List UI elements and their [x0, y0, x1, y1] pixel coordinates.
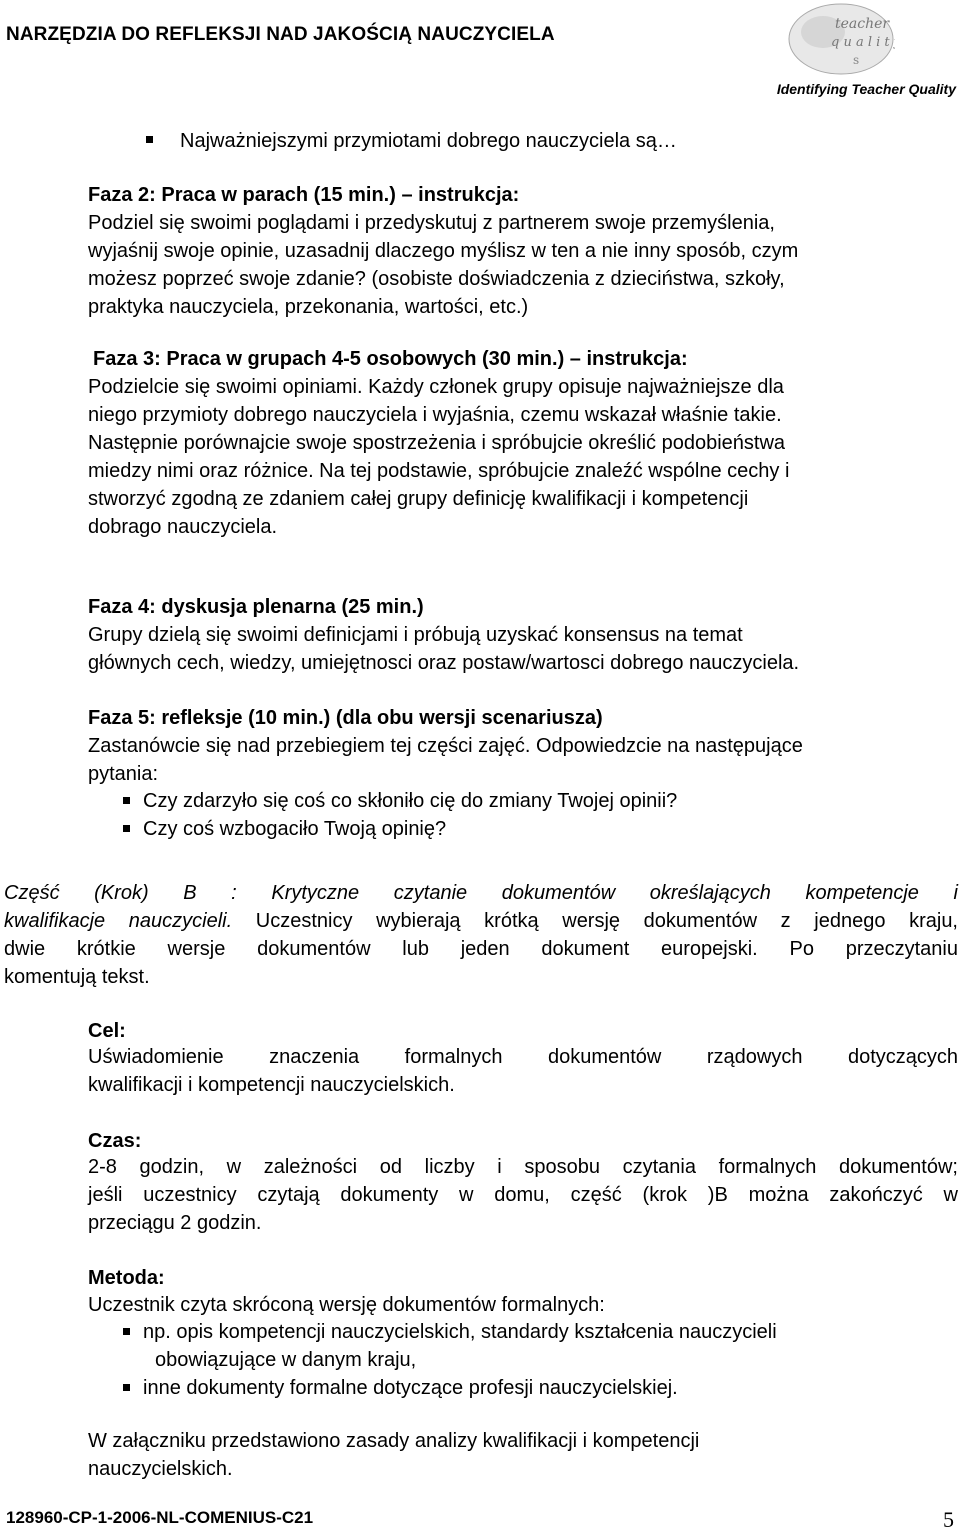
- document-header-title: NARZĘDZIA DO REFLEKSJI NAD JAKOŚCIĄ NAUCZYCIELA: [6, 24, 555, 45]
- czas-line: jeśli uczestnicy czytają dokumenty w domu, część (krok )B można zakończyć w: [88, 1184, 958, 1206]
- faza5-heading: Faza 5: refleksje (10 min.) (dla obu wersji scenariusza): [88, 707, 603, 729]
- faza4-line: Grupy dzielą się swoimi definicjami i próbują uzyskać konsensus na temat: [88, 624, 743, 646]
- faza5-bullet: Czy zdarzyło się coś co skłoniło cię do zmiany Twojej opinii?: [143, 790, 678, 812]
- square-bullet-icon: [123, 1384, 130, 1391]
- faza5-bullet: Czy coś wzbogaciło Twoją opinię?: [143, 818, 447, 840]
- metoda-label: Metoda:: [88, 1267, 165, 1289]
- faza5-line: Zastanówcie się nad przebiegiem tej części zajęć. Odpowiedzcie na następujące: [88, 735, 803, 757]
- czesc-italic: kwalifikacje nauczycieli.: [4, 910, 233, 932]
- zalacznik-line: W załączniku przedstawiono zasady analizy kwalifikacji i kompetencji: [88, 1430, 700, 1452]
- faza2-line: wyjaśnij swoje opinie, uzasadnij dlaczego myślisz w ten a nie inny sposób, czym: [88, 240, 799, 262]
- square-bullet-icon: [123, 797, 130, 804]
- square-bullet-icon: [146, 136, 153, 143]
- faza3-line: niego przymioty dobrego nauczyciela i wyjaśnia, czemu wskazał właśnie takie.: [88, 404, 782, 426]
- bullet-text: Najważniejszymi przymiotami dobrego nauczyciela są…: [180, 130, 677, 152]
- faza2-line: Podziel się swoimi poglądami i przedyskutuj z partnerem swoje przemyślenia,: [88, 212, 775, 234]
- czesc-rest: Uczestnicy wybierają krótką wersję dokumentów z jednego kraju,: [232, 910, 958, 932]
- svg-text:teacher: teacher: [835, 16, 890, 32]
- czesc-line: Część (Krok) B : Krytyczne czytanie dokumentów określających kompetencje i: [4, 882, 958, 904]
- metoda-bullet-continued: obowiązujące w danym kraju,: [155, 1349, 417, 1371]
- faza2-line: praktyka nauczyciela, przekonania, wartości, etc.): [88, 296, 529, 318]
- czesc-line: [4, 907, 958, 935]
- czas-line: 2-8 godzin, w zależności od liczby i sposobu czytania formalnych dokumentów;: [88, 1156, 958, 1178]
- metoda-intro: Uczestnik czyta skróconą wersję dokumentów formalnych:: [88, 1294, 605, 1316]
- square-bullet-icon: [123, 1328, 130, 1335]
- faza4-heading: Faza 4: dyskusja plenarna (25 min.): [88, 596, 424, 618]
- svg-text:s: s: [853, 53, 860, 67]
- svg-text:q u a l i t y: q u a l i t y: [831, 35, 895, 50]
- page-number: 5: [943, 1507, 954, 1532]
- faza5-line: pytania:: [88, 763, 159, 785]
- metoda-bullet: inne dokumenty formalne dotyczące profesji nauczycielskiej.: [143, 1377, 678, 1399]
- faza2-line: możesz poprzeć swoje zdanie? (osobiste doświadczenia z dzieciństwa, szkoły,: [88, 268, 785, 290]
- zalacznik-line: nauczycielskich.: [88, 1458, 233, 1480]
- cel-label: Cel:: [88, 1020, 126, 1042]
- faza3-heading: Faza 3: Praca w grupach 4-5 osobowych (30 min.) – instrukcja:: [93, 348, 688, 370]
- faza3-line: miedzy nimi oraz różnice. Na tej podstawie, spróbujcie znaleźć wspólne cechy i: [88, 460, 790, 482]
- faza2-heading: Faza 2: Praca w parach (15 min.) – instrukcja:: [88, 184, 520, 206]
- czas-label: Czas:: [88, 1130, 142, 1152]
- czesc-line: dwie krótkie wersje dokumentów lub jeden dokument europejski. Po przeczytaniu: [4, 938, 958, 960]
- document-header-subtitle: Identifying Teacher Quality: [776, 81, 956, 97]
- czas-line: przeciągu 2 godzin.: [88, 1212, 262, 1234]
- cel-line: kwalifikacji i kompetencji nauczycielskich.: [88, 1074, 455, 1096]
- square-bullet-icon: [123, 825, 130, 832]
- metoda-bullet: np. opis kompetencji nauczycielskich, standardy kształcenia nauczycieli: [143, 1321, 777, 1343]
- teacher-quality-logo: [787, 2, 895, 76]
- footer-project-code: 128960-CP-1-2006-NL-COMENIUS-C21: [6, 1508, 314, 1527]
- cel-line: Uświadomienie znaczenia formalnych dokumentów rządowych dotyczących: [88, 1046, 958, 1068]
- czesc-line: komentują tekst.: [4, 966, 150, 988]
- faza3-line: dobrago nauczyciela.: [88, 516, 278, 538]
- faza3-line: stworzyć zgodną ze zdaniem całej grupy definicję kwalifikacji i kompetencji: [88, 488, 749, 510]
- faza4-line: głównych cech, wiedzy, umiejętnosci oraz postaw/wartosci dobrego nauczyciela.: [88, 652, 800, 674]
- faza3-line: Podzielcie się swoimi opiniami. Każdy członek grupy opisuje najważniejsze dla: [88, 376, 784, 398]
- faza3-line: Następnie porównajcie swoje spostrzeżenia i spróbujcie określić podobieństwa: [88, 432, 786, 454]
